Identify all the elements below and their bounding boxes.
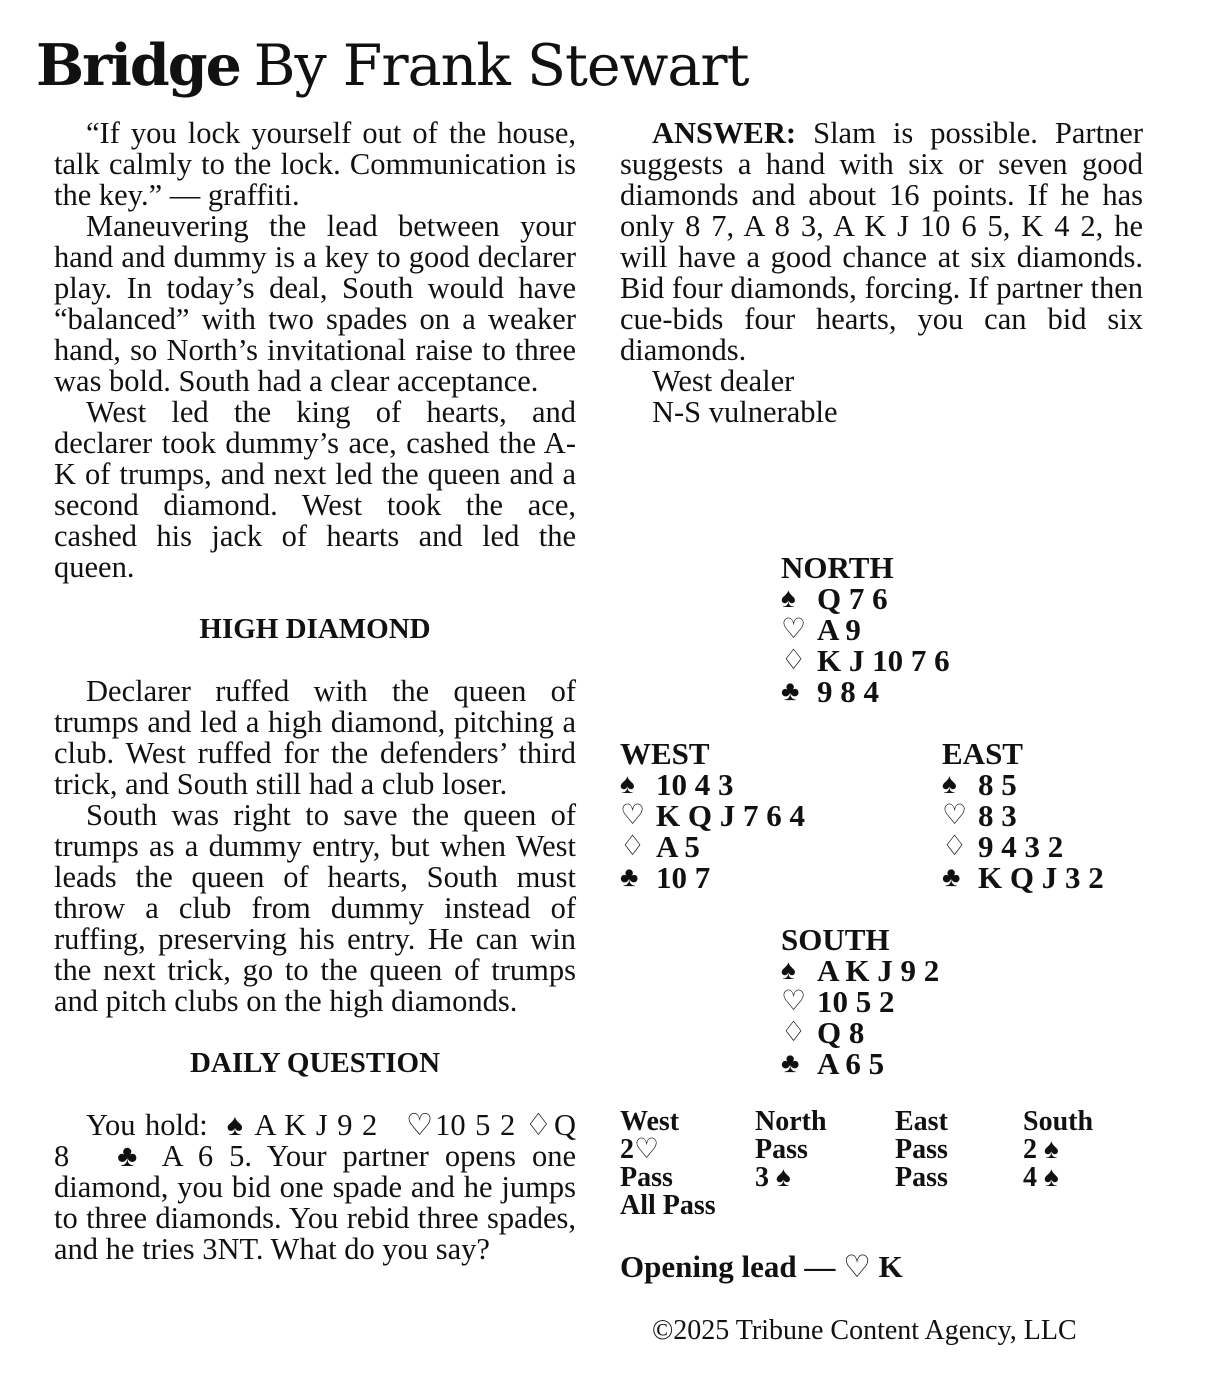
heart-icon: ♡ [781, 986, 807, 1017]
heart-icon: ♡ [843, 1249, 871, 1284]
north-clubs: 9 8 4 [817, 674, 879, 709]
auction-header-south: South [1023, 1106, 1094, 1137]
club-icon: ♣ [117, 1139, 146, 1173]
dealer-line: West dealer [652, 364, 795, 398]
subhead-daily-question: DAILY QUESTION [189, 1047, 441, 1079]
paragraph-answer [620, 118, 1143, 366]
west-label: WEST [620, 736, 710, 771]
auction-row [620, 1192, 1143, 1220]
opening-lead-card: K [878, 1249, 903, 1284]
south-hand [781, 924, 939, 1079]
west-hand [620, 738, 805, 893]
auction-header-row [620, 1108, 1143, 1136]
north-diamonds: K J 10 7 6 [817, 643, 950, 678]
byline: By Frank Stewart [253, 33, 749, 99]
west-diamonds: A 5 [656, 829, 700, 864]
south-hearts: 10 5 2 [817, 984, 895, 1019]
east-hearts: 8 3 [978, 798, 1017, 833]
south-label: SOUTH [781, 922, 890, 957]
north-hand [781, 552, 950, 707]
paragraph-play: West led the king of hearts, and declarer took dummy’s ace, cashed the A-K of trumps, and next led the queen and a second diamond. West took the ace, cashed his jack of hearts and led the queen. [54, 395, 576, 584]
paragraph-ruff: Declarer ruffed with the queen of trumps and led a high diamond, pitching a club. West ruffed for the defenders’ third trick, and South still had a club loser. [54, 674, 576, 801]
bid-value: 4 [1023, 1162, 1037, 1193]
copyright: ©2025 Tribune Content Agency, LLC [652, 1315, 1077, 1346]
opening-lead [620, 1250, 903, 1284]
west-hearts: K Q J 7 6 4 [656, 798, 805, 833]
north-label: NORTH [781, 550, 894, 585]
bid-value: 2 [1023, 1134, 1037, 1165]
auction-cell [755, 1164, 895, 1192]
column-name: Bridge [36, 32, 240, 99]
auction-cell [895, 1192, 1023, 1220]
spade-icon: ♠ [781, 955, 796, 986]
west-clubs: 10 7 [656, 860, 711, 895]
auction-header-west: West [620, 1106, 680, 1137]
heart-icon: ♡ [942, 800, 968, 831]
auction-cell [1023, 1164, 1143, 1192]
question-intro: You hold: [86, 1108, 208, 1142]
heart-icon: ♡ [781, 614, 807, 645]
club-icon: ♣ [942, 862, 961, 893]
page-title [36, 34, 749, 99]
opening-lead-label: Opening lead — [620, 1249, 836, 1284]
bid-value: 3 [755, 1162, 769, 1193]
auction-cell: Pass [895, 1162, 948, 1193]
east-label: EAST [942, 736, 1023, 771]
east-clubs: K Q J 3 2 [978, 860, 1104, 895]
heart-icon: ♡ [620, 800, 646, 831]
south-diamonds: Q 8 [817, 1015, 865, 1050]
west-spades: 10 4 3 [656, 767, 734, 802]
diamond-icon: ♢ [781, 645, 807, 676]
answer-label: ANSWER: [652, 116, 797, 150]
club-icon: ♣ [781, 1048, 800, 1079]
auction-header-north: North [755, 1106, 827, 1137]
auction-cell [620, 1136, 755, 1164]
question-spades: A K J 9 2 [254, 1108, 378, 1142]
auction-cell: All Pass [620, 1190, 716, 1221]
heart-icon: ♡ [634, 1134, 660, 1165]
north-spades: Q 7 6 [817, 581, 888, 616]
spade-icon: ♠ [620, 769, 635, 800]
auction-row [620, 1136, 1143, 1164]
question-text: Your partner opens one diamond, you bid one spade and he jumps to three diamonds. You rebid three spades, and he tries 3NT. What do you say? [54, 1139, 576, 1266]
auction-cell [755, 1192, 895, 1220]
paragraph-intro: Maneuvering the lead between your hand and dummy is a key to good declarer play. In today’s deal, South would have “balanced” with two spades on a weaker hand, so North’s invitational raise to three was bold. South had a clear acceptance. [54, 209, 576, 398]
south-clubs: A 6 5 [817, 1046, 885, 1081]
question-hearts: 10 5 2 [435, 1108, 516, 1142]
subhead-high-diamond: HIGH DIAMOND [199, 613, 431, 645]
spade-icon: ♠ [226, 1108, 245, 1142]
auction-cell [1023, 1136, 1143, 1164]
auction-header-east: East [895, 1106, 948, 1137]
spade-icon: ♠ [1044, 1162, 1059, 1193]
paragraph-lesson: South was right to save the queen of trumps as a dummy entry, but when West leads the queen of hearts, South must throw a club from dummy instead of ruffing, preserving his entry. He can win the next trick, go to the queen of trumps and pitch clubs on the high diamonds. [54, 798, 576, 1018]
auction-table [620, 1108, 1143, 1220]
spade-icon: ♠ [1044, 1134, 1059, 1165]
auction-cell: Pass [895, 1134, 948, 1165]
bid-value: 2 [620, 1134, 634, 1165]
question-clubs: A 6 5. [161, 1139, 252, 1173]
south-spades: A K J 9 2 [817, 953, 940, 988]
east-hand [942, 738, 1104, 893]
answer-text: Slam is possible. Partner suggests a hand with six or seven good diamonds and about 16 points. If he has only 8 7, A 8 3, A K J 10 6 5, K 4 2, he will have a good chance at six diamonds. Bid four diamonds, forcing. If partner then cue-bids four hearts, you can bid six diamonds. [620, 116, 1143, 367]
club-icon: ♣ [620, 862, 639, 893]
article-left-column [54, 118, 576, 1265]
heart-icon: ♡ [405, 1108, 436, 1142]
auction-cell: Pass [755, 1134, 808, 1165]
vulnerability-line: N-S vulnerable [652, 395, 838, 429]
auction-row [620, 1164, 1143, 1192]
paragraph-question [54, 1110, 576, 1265]
east-diamonds: 9 4 3 2 [978, 829, 1064, 864]
auction-cell: Pass [620, 1162, 673, 1193]
diamond-icon: ♢ [620, 831, 646, 862]
diamond-icon: ♢ [781, 1017, 807, 1048]
paragraph-quote: “If you lock yourself out of the house, talk calmly to the lock. Communication is the key.” — graffiti. [54, 116, 576, 212]
spade-icon: ♠ [942, 769, 957, 800]
east-spades: 8 5 [978, 767, 1017, 802]
question-diamonds: Q 8 [54, 1108, 576, 1173]
club-icon: ♣ [781, 676, 800, 707]
article-right-column [620, 118, 1143, 428]
spade-icon: ♠ [776, 1162, 791, 1193]
north-hearts: A 9 [817, 612, 861, 647]
diamond-icon: ♢ [524, 1108, 554, 1142]
spade-icon: ♠ [781, 583, 796, 614]
auction-cell [1023, 1192, 1143, 1220]
diamond-icon: ♢ [942, 831, 968, 862]
